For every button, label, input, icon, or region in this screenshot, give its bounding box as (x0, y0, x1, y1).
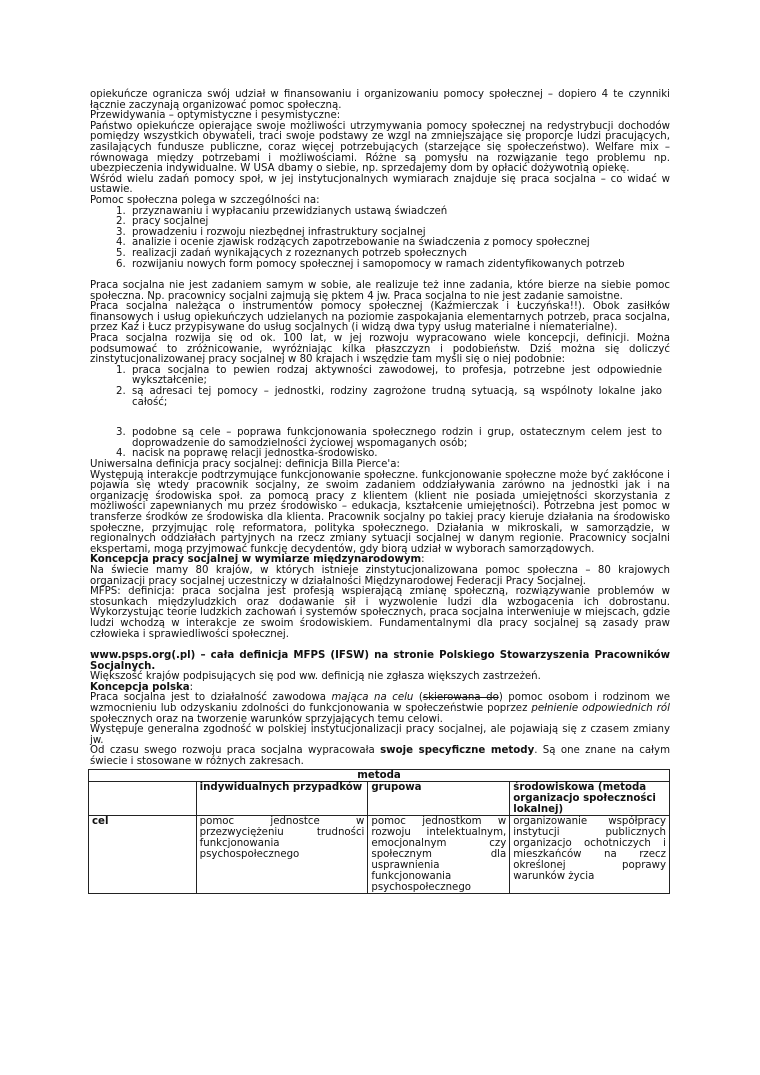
paragraph: Praca socjalna należąca o instrumentów pomocy społecznej (Kaźmierczak i Łuczyńska!!). Obok zasiłków finansowych i usług opiekuńczych udzielanych na poziomie zaspokajania elementarnych potrzeb, praca socjalna, przez Kaź i Łucz przypisywane do usług socjalnych (i widzą dwa typy usług materialne i niematerialne). (90, 301, 670, 334)
paragraph: Praca socjalna rozwija się od ok. 100 lat, w jej rozwoju wypracowano wiele koncepcji, definicji. Można podsumować to zróżnicowanie, wyróżniając kilka płaszczyzn i podobieństw. Dziś można się doliczyć zinstytucjonalizowanej pracy socjalnej w 80 krajach i wszędzie tam myśli się o niej podobnie: (90, 333, 670, 366)
column-header: grupowa (368, 781, 510, 815)
similarities-list (90, 366, 670, 408)
section-heading: Koncepcja pracy socjalnej w wymiarze międzynarodowym: (90, 554, 425, 566)
document-page (90, 90, 670, 894)
table-cell: organizowanie współpracy instytucji publicznych organizacjo ochotniczych i mieszkańców na rzecz określonej poprawy warunków życia (510, 815, 670, 893)
paragraph: Przewidywania – optymistyczne i pesymistyczne: (90, 110, 341, 122)
list-item: 2. są adresaci tej pomocy – jednostki, rodziny zagrożone trudną sytuacją, są wspólnoty lokalne jako całość; (116, 386, 662, 408)
paragraph: Praca socjalna nie jest zadaniem samym w sobie, ale realizuje też inne zadania, które bierze na siebie pomoc społeczna. Np. pracownicy socjalni zajmują się pktem 4 jw. Praca socjalna to nie jest zadanie samoistne. (90, 280, 670, 302)
paragraph: Występuje generalna zgodność w polskiej instytucjonalizacji pracy socjalnej, ale pojawiają się z czasem zmiany jw. (90, 724, 670, 746)
paragraph: MFPS: definicja: praca socjalna jest profesją wspierającą zmianę społeczną, rozwiązywanie problemów w stosunkach międzyludzkich oraz dodawanie sił i wyzwolenie ludzi dla wzbogacenia ich dobrostanu. Wykorzystując teorie ludzkich zachowań i systemów społecznych, praca socjalna interweniuje w miejscach, gdzie ludzi wchodzą w interakcje ze swoim środowiskiem. Fundamentalnymi dla pracy socjalnej są zasady praw człowieka i sprawiedliwości społecznej. (90, 586, 670, 640)
methods-table (88, 769, 670, 894)
column-header: środowiskowa (metoda organizacjo społeczności lokalnej) (510, 781, 670, 815)
column-header: indywidualnych przypadków (196, 781, 368, 815)
paragraph: Uniwersalna definicja pracy socjalnej: definicja Billa Pierce'a: (90, 459, 400, 470)
list-item: 3. podobne są cele – poprawa funkcjonowania społecznego rodzin i grup, ostatecznym celem jest to doprowadzenie do samodzielności życiowej wspomaganych osób; (116, 427, 662, 449)
assistance-list (90, 207, 670, 271)
list-item: 1. praca socjalna to pewien rodzaj aktywności zawodowej, to profesja, potrzebne jest odpowiednie wykształcenie; (116, 364, 662, 387)
paragraph: Pomoc społeczna polega w szczególności na: (90, 194, 320, 206)
paragraph: Większość krajów podpisujących się pod ww. definicją nie zgłasza większych zastrzeżeń. (90, 671, 541, 683)
paragraph: opiekuńcze ogranicza swój udział w finansowaniu i organizowaniu pomocy społecznej – dopiero 4 te czynniki łącznie zaczynają organizować pomoc społeczną. (90, 89, 670, 111)
paragraph: Na świecie mamy 80 krajów, w których istnieje zinstytucjonalizowana pomoc społeczna – 80 krajowych organizacji pracy socjalnej uczestniczy w działalności Międzynarodowej Federacji Pracy Socjalnej. (90, 564, 670, 587)
list-item: 1. przyznawaniu i wypłacaniu przewidzianych ustawą świadczeń (116, 205, 448, 217)
table-corner-cell (89, 781, 197, 815)
list-item: 6. rozwijaniu nowych form pomocy społecznej i samopomocy w ramach zidentyfikowanych potrzeb (116, 258, 625, 270)
list-item: 5. realizacji zadań wynikających z rozeznanych potrzeb społecznych (116, 247, 467, 259)
list-item: 4. analizie i ocenie zjawisk rodzących zapotrzebowanie na świadczenia z pomocy społecznej (116, 237, 590, 249)
table-cell: pomoc jednostkom w rozwoju intelektualnym, emocjonalnym czy społecznym dla usprawnienia funkcjonowania psychospołecznego (368, 815, 510, 893)
paragraph: Od czasu swego rozwoju praca socjalna wypracowała swoje specyficzne metody. Są one znane na całym świecie i stosowane w różnych zakresach. (90, 745, 670, 768)
paragraph: Wśród wielu zadań pomocy społ, w jej instytucjonalnych wymiarach znajduje się praca socjalna – co widać w ustawie. (90, 173, 670, 196)
section-heading: Koncepcja polska: (90, 681, 194, 693)
row-header: cel (89, 815, 197, 893)
list-item: 3. prowadzeniu i rozwoju niezbędnej infrastruktury socjalnej (116, 226, 426, 238)
table-title: metoda (89, 769, 670, 781)
list-item: 4. nacisk na poprawę relacji jednostka-środowisko. (116, 448, 378, 460)
list-item: 2. pracy socjalnej (116, 216, 209, 228)
paragraph: Występują interakcje podtrzymujące funkcjonowanie społeczne. funkcjonowanie społeczne może być zakłócone i pojawia się wtedy pracownik socjalny, ze swoim zadaniem oddziaływania zarówno na jednostki jak i na organizację środowiska społ. za pomocą pracy z klientem (klient nie posiada umiejętności skorzystania z możliwości zapewnianych mu przez środowisko – edukacja, kształcenie umiejętności). Potrzebna jest pomoc w transferze środków ze środowiska dla klienta. Pracownik socjalny po takiej pracy kieruje działania na środowisko społeczne, przyjmując rolę reformatora, polityka społecznego. Działania w mikroskali, w samorządzie, w regionalnych oddziałach partyjnych na rzecz zmiany sytuacji socjalnej w danym regionie. Pracownicy socjalni ekspertami, mogą przyjmować funkcję decydentów, gdy biorą udział w wyborach samorządowych. (90, 469, 670, 555)
paragraph: Państwo opiekuńcze opierające swoje możliwości utrzymywania pomocy społecznej na redystrybucji dochodów pomiędzy wszystkich obywateli, traci swoje podstawy ze wzgl na zmniejszające się proporcje ludzi pracujących, zasilających fundusze publiczne, coraz więcej potrzebujących (starzejące się społeczeństwo). Welfare mix – równowaga między potrzebami i możliwościami. Różne są pomysłu na rozwiązanie tego problemu np. ubezpieczenia indywidualne. W USA dbamy o siebie, np. sprzedajemy dom by opłacić dożywotnią opiekę. (90, 120, 670, 175)
similarities-list-continued (90, 428, 670, 460)
paragraph: Praca socjalna jest to działalność zawodowa mająca na celu (skierowana do) pomoc osobom i rodzinom we wzmocnieniu lub odzyskaniu zdolności do funkcjonowania w społeczeństwie poprzez pełnienie odpowiednich ról społecznych oraz na tworzenie warunków sprzyjających temu celowi. (90, 692, 670, 725)
table-cell: pomoc jednostce w przezwyciężeniu trudności funkcjonowania psychospołecznego (196, 815, 368, 893)
website-heading: www.psps.org(.pl) – cała definicja MFPS (IFSW) na stronie Polskiego Stowarzyszenia Pracowników Socjalnych. (90, 650, 670, 672)
